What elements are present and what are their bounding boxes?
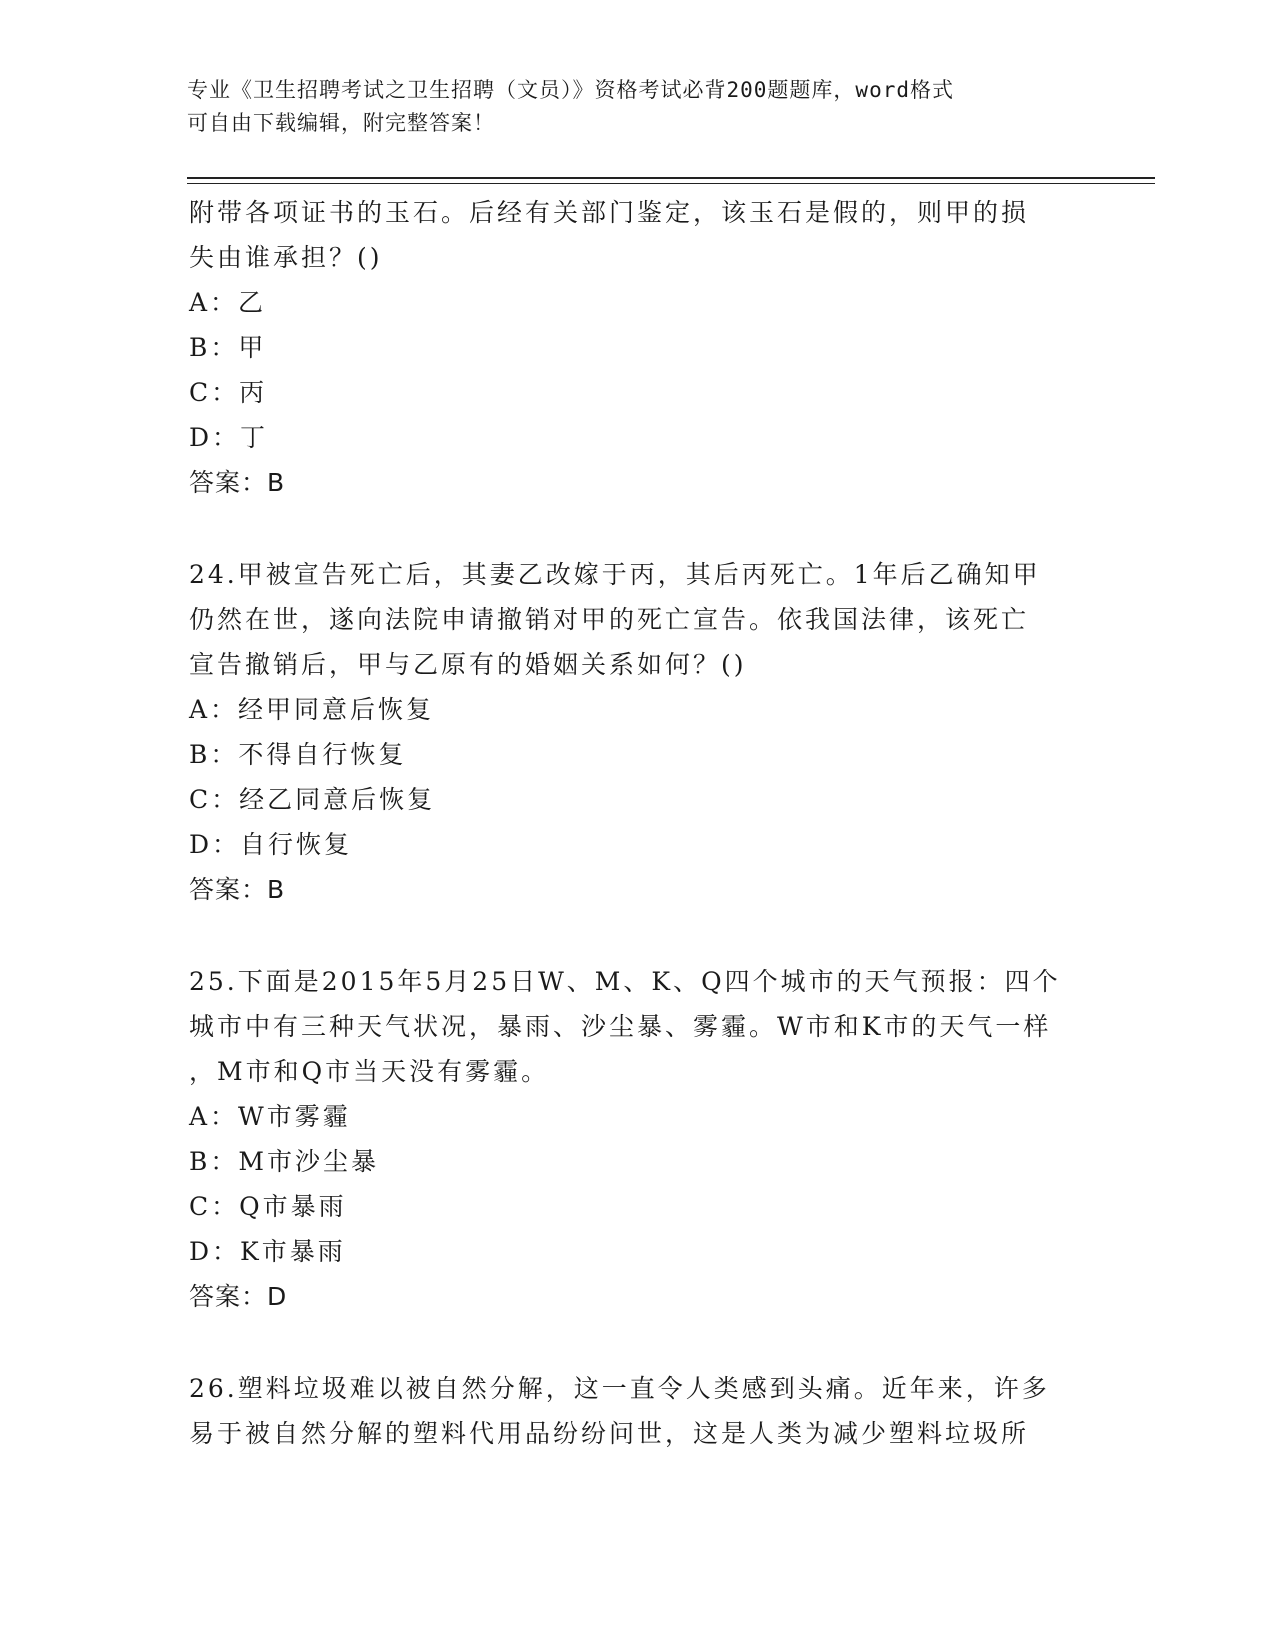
option-a: A：经甲同意后恢复	[189, 695, 435, 724]
question-stem-line: 易于被自然分解的塑料代用品纷纷问世，这是人类为减少塑料垃圾所	[189, 1419, 1030, 1448]
header-divider-thick	[187, 177, 1155, 179]
question-25	[189, 959, 1089, 1319]
question-stem-line: 25.下面是2015年5月25日W、M、K、Q四个城市的天气预报：四个	[189, 967, 1061, 996]
option-a: A：W市雾霾	[189, 1102, 351, 1131]
option-c: C：经乙同意后恢复	[189, 785, 436, 814]
option-a: A：乙	[189, 288, 267, 317]
option-b: B：甲	[189, 333, 267, 362]
answer-line: 答案：B	[189, 468, 286, 497]
option-d: D：丁	[189, 423, 269, 452]
question-spacer	[189, 505, 1089, 552]
header-title-line-2: 可自由下载编辑，附完整答案！	[187, 111, 495, 135]
option-b: B：M市沙尘暴	[189, 1147, 379, 1176]
header-divider-thin	[187, 183, 1155, 184]
question-stem-line: 仍然在世，遂向法院申请撤销对甲的死亡宣告。依我国法律，该死亡	[189, 605, 1030, 634]
answer-line: 答案：D	[189, 1282, 288, 1311]
question-stem-line: 附带各项证书的玉石。后经有关部门鉴定，该玉石是假的，则甲的损	[189, 198, 1030, 227]
question-spacer	[189, 1319, 1089, 1366]
option-b: B：不得自行恢复	[189, 740, 407, 769]
option-d: D：自行恢复	[189, 830, 353, 859]
header-title-line-1: 专业《卫生招聘考试之卫生招聘（文员）》资格考试必背200题题库，word格式	[187, 78, 954, 102]
question-23	[189, 190, 1089, 505]
question-stem-line: 失由谁承担？()	[189, 243, 383, 272]
question-24	[189, 552, 1089, 912]
question-spacer	[189, 912, 1089, 959]
question-list	[189, 190, 1089, 1456]
option-c: C：丙	[189, 378, 268, 407]
document-header	[187, 74, 1087, 140]
question-26	[189, 1366, 1089, 1456]
question-stem-line: 26.塑料垃圾难以被自然分解，这一直令人类感到头痛。近年来，许多	[189, 1374, 1050, 1403]
question-stem-line: 24.甲被宣告死亡后，其妻乙改嫁于丙，其后丙死亡。1年后乙确知甲	[189, 560, 1041, 589]
question-stem-line: ，M市和Q市当天没有雾霾。	[189, 1057, 550, 1086]
question-stem-line: 宣告撤销后，甲与乙原有的婚姻关系如何？()	[189, 650, 747, 679]
question-stem-line: 城市中有三种天气状况，暴雨、沙尘暴、雾霾。W市和K市的天气一样	[189, 1012, 1052, 1041]
option-c: C：Q市暴雨	[189, 1192, 347, 1221]
option-d: D：K市暴雨	[189, 1237, 346, 1266]
answer-line: 答案：B	[189, 875, 286, 904]
